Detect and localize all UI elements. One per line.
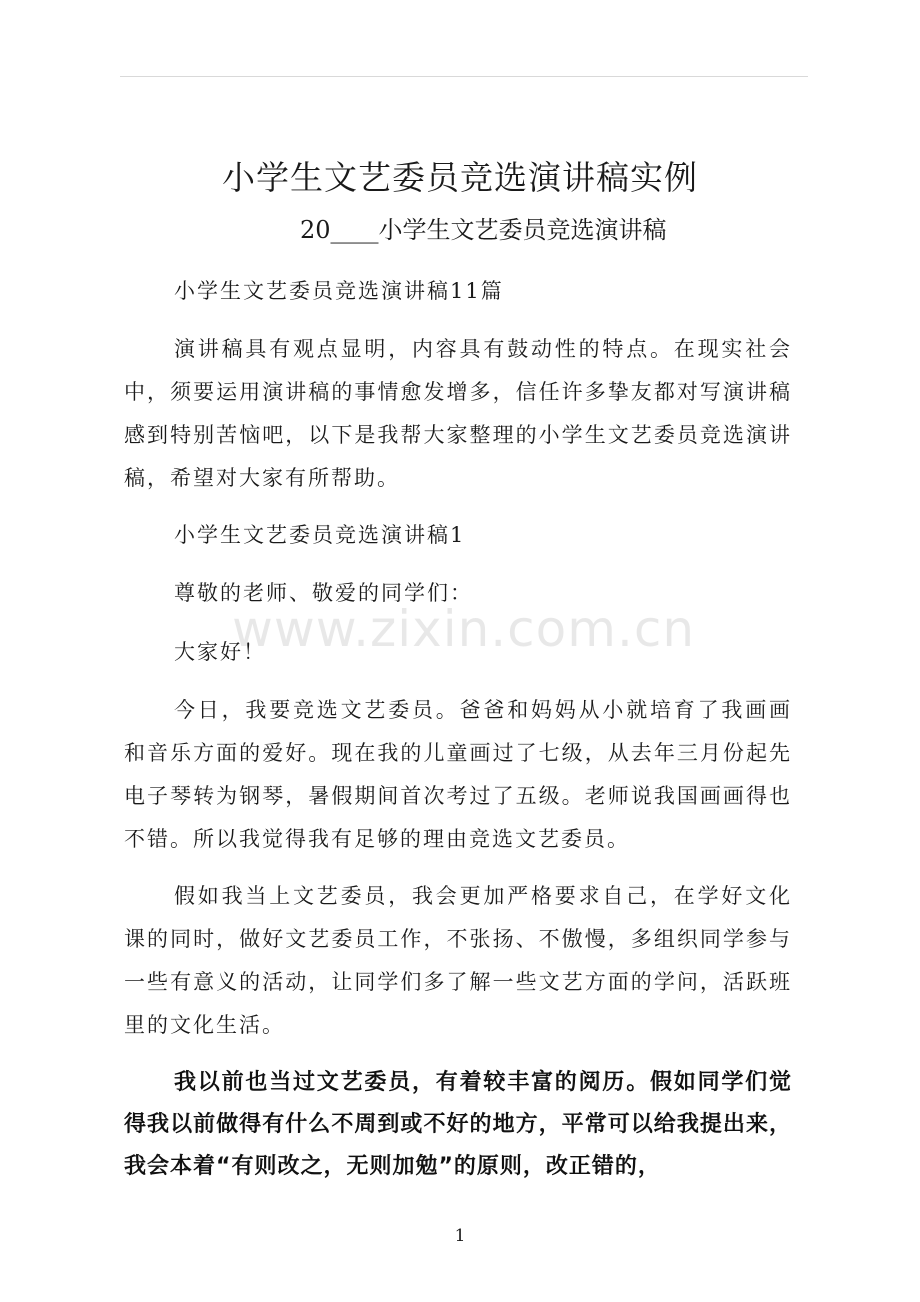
paragraph-body-1: 今日，我要竞选文艺委员。爸爸和妈妈从小就培育了我画画和音乐方面的爱好。现在我的儿童画过了七级，从去年三月份起先电子琴转为钢琴，暑假期间首次考过了五级。老师说我国画画得也不错。所以我觉得我有足够的理由竞选文艺委员。 — [124, 698, 792, 851]
paragraph-speech-heading: 小学生文艺委员竞选演讲稿1 — [174, 523, 466, 547]
paragraph-body-2: 假如我当上文艺委员，我会更加严格要求自己，在学好文化课的同时，做好文艺委员工作，不张扬、不傲慢，多组织同学参与一些有意义的活动，让同学们多了解一些文艺方面的学问，活跃班里的文化生活。 — [124, 884, 792, 1037]
paragraph-hello: 大家好！ — [174, 640, 266, 664]
paragraph-collection-heading: 小学生文艺委员竞选演讲稿11篇 — [174, 279, 504, 303]
paragraph-greeting-audience: 尊敬的老师、敬爱的同学们： — [174, 581, 473, 605]
document-title: 小学生文艺委员竞选演讲稿实例 — [222, 158, 698, 197]
document-subtitle: 20____小学生文艺委员竞选演讲稿 — [300, 216, 667, 244]
paragraph-body-3: 我以前也当过文艺委员，有着较丰富的阅历。假如同学们觉得我以前做得有什么不周到或不好的地方，平常可以给我提出来，我会本着“有则改之，无则加勉”的原则，改正错的， — [124, 1070, 792, 1179]
paragraph-intro: 演讲稿具有观点显明，内容具有鼓动性的特点。在现实社会中，须要运用演讲稿的事情愈发增多，信任许多挚友都对写演讲稿感到特别苦恼吧，以下是我帮大家整理的小学生文艺委员竞选演讲稿，希望对大家有所帮助。 — [124, 337, 792, 490]
header-rule — [120, 76, 808, 77]
page-number: 1 — [454, 1226, 466, 1246]
watermark: www.zixin.com.cn — [232, 600, 696, 658]
